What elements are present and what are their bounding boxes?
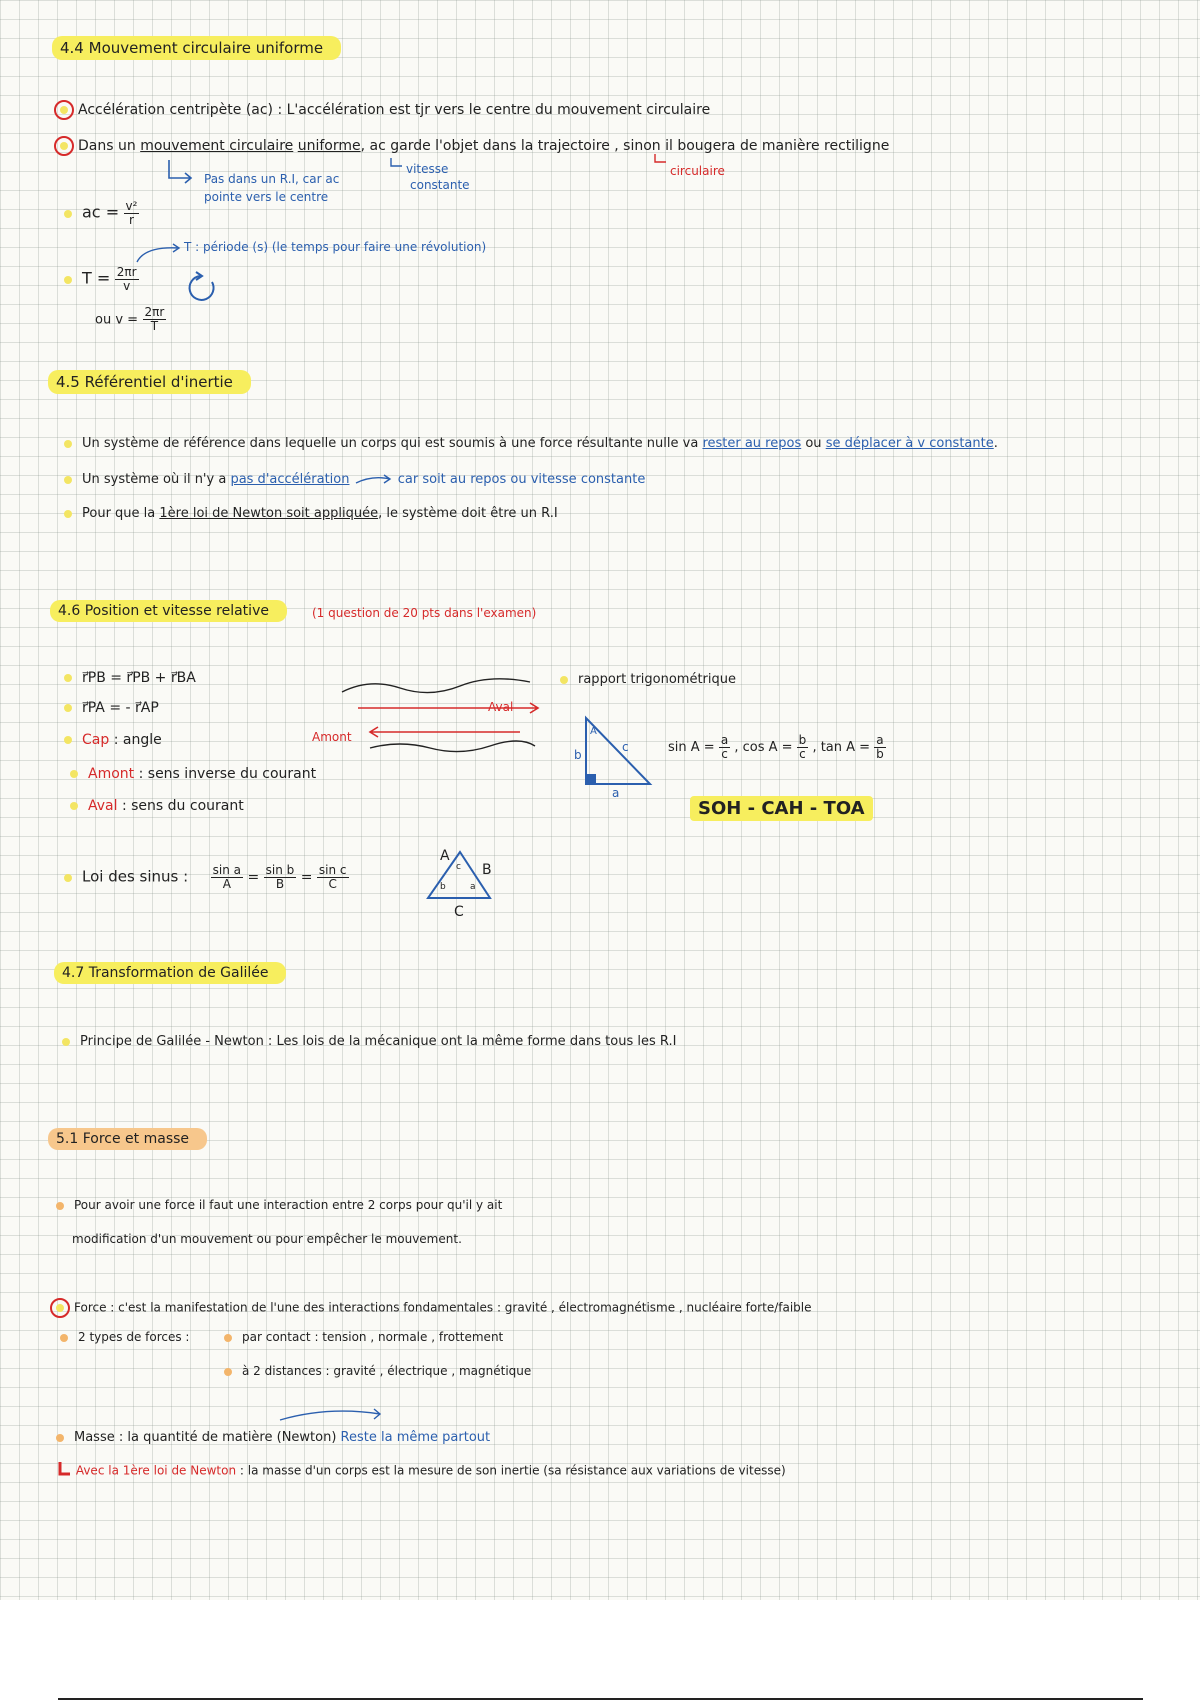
bullet-dot-icon [70, 770, 78, 778]
bullet-dot-icon [64, 704, 72, 712]
curved-arrow-icon [278, 1406, 388, 1426]
curved-arrow-icon [135, 240, 185, 270]
bullet-mouvement-circulaire: Dans un mouvement circulaire uniforme, ac garde l'objet dans la trajectoire , sinon il bougera de manière rectiligne [54, 136, 889, 156]
fraction-sin-a: $\frac{\text{sin a}}{A}$ [212, 863, 241, 892]
def-amont: Amont : sens inverse du courant [70, 766, 316, 782]
exam-note: (1 question de 20 pts dans l'examen) [312, 606, 537, 620]
circled-bullet-icon [54, 136, 74, 156]
section-title-5-1: 5.1 Force et masse [48, 1128, 207, 1150]
triangle2-vertex-B: B [482, 862, 492, 878]
trig-formulas: sin A = $\frac{a}{c}$ , cos A = $\frac{b}{c}$ , tan A = $\frac{a}{b}$ [668, 733, 884, 762]
fraction-v: $\frac{2\pi r}{T}$ [144, 305, 165, 334]
triangle-side-c: c [622, 740, 629, 754]
bullet-dot-icon [64, 276, 72, 284]
force-type-contact: par contact : tension , normale , frottement [224, 1330, 503, 1344]
bullet-premiere-loi: Pour que la 1ère loi de Newton soit appliquée, le système doit être un R.I [64, 506, 558, 521]
note-circulaire: circulaire [670, 164, 725, 178]
fraction-T: $\frac{2\pi r}{v}$ [116, 265, 137, 294]
bullet-dot-icon [64, 736, 72, 744]
bullet-dot-icon [560, 676, 568, 684]
bullet-pas-acceleration: Un système où il n'y a pas d'accélération car soit au repos ou vitesse constante [64, 472, 645, 487]
formula-period: T = $\frac{2\pi r}{v}$ [64, 266, 139, 293]
bullet-dot-icon [56, 1434, 64, 1442]
bullet-dot-icon [64, 510, 72, 518]
bullet-dot-icon [60, 1334, 68, 1342]
triangle2-vertex-C: C [454, 904, 464, 920]
formula-velocity: ou v = $\frac{2\pi r}{T}$ [95, 305, 165, 334]
arrow-down-right-icon [165, 160, 195, 190]
bullet-acceleration-centripete: Accélération centripète (ac) : L'accélération est tjr vers le centre du mouvement circulaire [54, 100, 710, 120]
note-pas-dans-ri: Pas dans un R.I, car ac [204, 172, 340, 186]
triangle2-angle-c: c [456, 862, 461, 872]
diagram-label-aval: Aval [488, 700, 514, 714]
bullet-dot-icon [64, 476, 72, 484]
note-pointe-vers-centre: pointe vers le centre [204, 190, 329, 204]
circled-bullet-icon [50, 1298, 70, 1318]
river-current-diagram [330, 670, 540, 760]
section-title-4-7: 4.7 Transformation de Galilée [54, 962, 286, 984]
triangle2-angle-a: a [470, 882, 476, 892]
note-constante: constante [410, 178, 470, 192]
def-cap: Cap : angle [64, 732, 162, 748]
force-intro-1: Pour avoir une force il faut une interaction entre 2 corps pour qu'il y ait [56, 1198, 502, 1212]
bullet-dot-icon [62, 1038, 70, 1046]
bullet-ri-definition: Un système de référence dans lequelle un corps qui est soumis à une force résultante nulle va rester au repos ou se déplacer à v constante. [64, 436, 998, 451]
formula-ac: ac = $\frac{\text{v²}}{r}$ [64, 200, 139, 227]
diagram-label-amont: Amont [312, 730, 352, 744]
types-of-forces: 2 types de forces : [60, 1330, 189, 1344]
formula-position-2: r⃗PA = - r⃗AP [64, 700, 159, 716]
loi-des-sinus: Loi des sinus : $\frac{\text{sin a}}{A}$ = $\frac{\text{sin b}}{B}$ = $\frac{\text{sin c}}{C}$ [64, 864, 349, 891]
fraction-sin: $\frac{a}{c}$ [720, 733, 729, 762]
soh-cah-toa: SOH - CAH - TOA [690, 796, 873, 821]
principe-galilee: Principe de Galilée - Newton : Les lois de la mécanique ont la même forme dans tous les R.I [62, 1034, 676, 1049]
bullet-dot-icon [64, 674, 72, 682]
arrow-note-icon [652, 154, 668, 168]
bullet-dot-icon [224, 1368, 232, 1376]
fraction-tan: $\frac{a}{b}$ [876, 733, 884, 762]
section-title-4-4: 4.4 Mouvement circulaire uniforme [52, 36, 341, 60]
formula-position-1: r⃗PB = r⃗PB + r⃗BA [64, 670, 196, 686]
fraction-ac: $\frac{\text{v²}}{r}$ [125, 199, 138, 228]
fraction-sin-c: $\frac{\text{sin c}}{C}$ [318, 863, 347, 892]
force-intro-2: modification d'un mouvement ou pour empêcher le mouvement. [72, 1232, 462, 1246]
trig-ratio-title: rapport trigonométrique [560, 672, 736, 687]
def-aval: Aval : sens du courant [70, 798, 244, 814]
newton-masse-inertie: Avec la 1ère loi de Newton : la masse d'un corps est la mesure de son inertie (sa résistance aux variations de vitesse) [56, 1462, 786, 1480]
section-title-4-6: 4.6 Position et vitesse relative [50, 600, 287, 622]
force-definition: Force : c'est la manifestation de l'une des interactions fondamentales : gravité , électromagnétisme , nucléaire forte/faible [50, 1298, 812, 1318]
bullet-dot-icon [56, 1202, 64, 1210]
section-title-4-5: 4.5 Référentiel d'inertie [48, 370, 251, 394]
note-vitesse: vitesse [406, 162, 449, 176]
bullet-dot-icon [70, 802, 78, 810]
force-type-distance: à 2 distances : gravité , électrique , magnétique [224, 1364, 531, 1378]
bullet-dot-icon [64, 440, 72, 448]
bullet-dot-icon [64, 874, 72, 882]
note-periode: T : période (s) (le temps pour faire une révolution) [184, 240, 487, 254]
bullet-dot-icon [224, 1334, 232, 1342]
triangle2-angle-b: b [440, 882, 446, 892]
masse-definition: Masse : la quantité de matière (Newton) Reste la même partout [56, 1430, 490, 1445]
arrow-down-right-icon [56, 1462, 72, 1480]
triangle2-vertex-A: A [440, 848, 450, 864]
fraction-sin-b: $\frac{\text{sin b}}{B}$ [265, 863, 295, 892]
triangle-angle-A: A [590, 726, 597, 737]
arrow-right-icon [354, 473, 394, 487]
fraction-cos: $\frac{b}{c}$ [798, 733, 807, 762]
triangle-side-b: b [574, 748, 582, 762]
rotation-arrow-icon [182, 270, 222, 306]
arrow-note-icon [388, 158, 404, 172]
bullet-dot-icon [64, 210, 72, 218]
triangle-side-a: a [612, 786, 620, 800]
circled-bullet-icon [54, 100, 74, 120]
